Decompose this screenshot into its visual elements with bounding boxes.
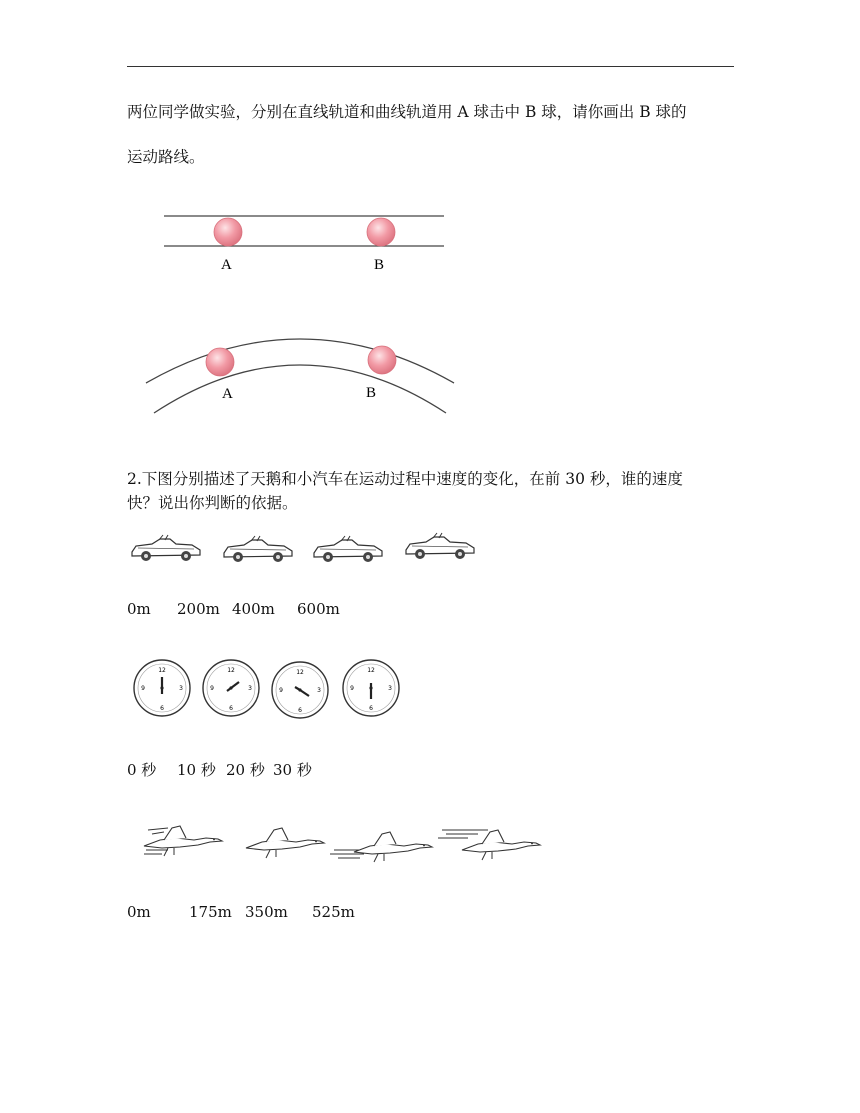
question2-line1: 2.下图分别描述了天鹅和小汽车在运动过程中速度的变化，在前 30 秒，谁的速度: [127, 470, 683, 488]
swan-distance-label: 0m: [127, 903, 151, 921]
time-label: 10 秒: [177, 761, 216, 779]
curved-track-outer-arc: [146, 339, 454, 383]
swan-distance-label: 175m: [189, 903, 232, 921]
swan-distance-label: 350m: [245, 903, 288, 921]
clock-icon: [272, 662, 328, 718]
clock-icon: [203, 660, 259, 716]
time-label: 20 秒: [226, 761, 265, 779]
ball-b: [368, 346, 396, 374]
ball-b: [367, 218, 395, 246]
car-row: [128, 530, 488, 566]
question1-line1: 两位同学做实验，分别在直线轨道和曲线轨道用 A 球击中 B 球，请你画出 B 球的: [127, 103, 687, 121]
ball-a-label: A: [221, 257, 232, 273]
swan-icon: [438, 830, 540, 860]
ball-a: [214, 218, 242, 246]
car-distance-label: 200m: [177, 600, 220, 618]
car-icon: [314, 536, 382, 562]
ball-b-label: B: [374, 257, 385, 273]
question1-line2: 运动路线。: [127, 148, 205, 166]
clock-row: 12 3 6 9: [128, 655, 408, 721]
clock-icon: [343, 660, 399, 716]
curved-track-inner-arc: [154, 365, 446, 413]
question2-line2: 快？说出你判断的依据。: [127, 494, 298, 512]
time-label: 30 秒: [273, 761, 312, 779]
ball-a: [206, 348, 234, 376]
straight-track-figure: [150, 205, 460, 275]
swan-distance-label: 525m: [312, 903, 355, 921]
time-label: 0 秒: [127, 761, 157, 779]
ball-a-label: A: [222, 386, 233, 402]
ball-b-label: B: [366, 385, 377, 401]
swan-icon: [144, 826, 222, 856]
car-icon: [224, 536, 292, 562]
header-rule: [127, 66, 734, 67]
car-distance-label: 600m: [297, 600, 340, 618]
car-icon: [406, 533, 474, 559]
car-icon: [132, 535, 200, 561]
curved-track-figure: [140, 325, 460, 420]
clock-icon: [134, 660, 190, 716]
swan-icon: [330, 832, 432, 862]
car-distance-label: 0m: [127, 600, 151, 618]
swan-row: [138, 820, 548, 866]
car-distance-label: 400m: [232, 600, 275, 618]
swan-icon: [246, 828, 324, 858]
